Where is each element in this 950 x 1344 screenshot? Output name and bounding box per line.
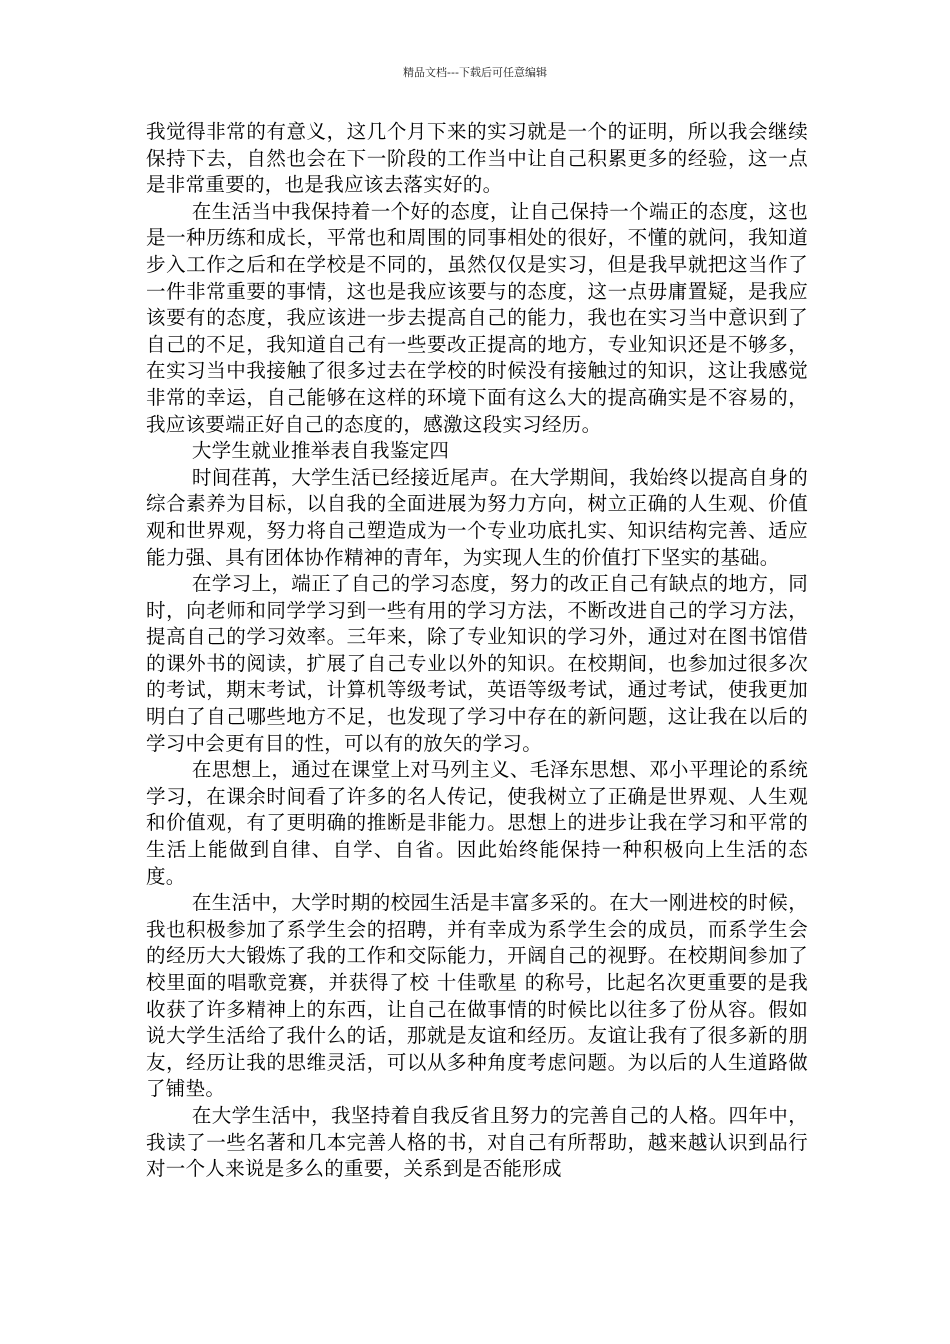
paragraph: 在思想上，通过在课堂上对马列主义、毛泽东思想、邓小平理论的系统学习，在课余时间看了许多的名人传记，使我树立了正确是世界观、人生观和价值观，有了更明确的推断是非能力。思想上的进步让我在学习和平常的生活上能做到自律、自学、自省。因此始终能保持一种积极向上生活的态度。 — [146, 758, 808, 888]
section-heading: 大学生就业推举表自我鉴定四 — [191, 439, 450, 463]
paragraph: 在生活中，大学时期的校园生活是丰富多采的。在大一刚进校的时候，我也积极参加了系学生会的招聘，并有幸成为系学生会的成员，而系学生会的经历大大锻炼了我的工作和交际能力，开阔自己的视野。在校期间参加了校里面的唱歌竞赛，并获得了校 十佳歌星 的称号，比起名次更重要的是我收获了许多精神上的东西，让自己在做事情的时候比以往多了份从容。假如说大学生活给了我什么的话，那就是友谊和经历。友谊让我有了很多新的朋友，经历让我的思维灵活，可以从多种角度考虑问题。为以后的人生道路做了铺垫。 — [146, 891, 808, 1101]
paragraph: 时间荏苒，大学生活已经接近尾声。在大学期间，我始终以提高自身的综合素养为目标，以自我的全面进展为努力方向，树立正确的人生观、价值观和世界观，努力将自己塑造成为一个专业功底扎实、知识结构完善、适应能力强、具有团体协作精神的青年，为实现人生的价值打下坚实的基础。 — [146, 465, 808, 569]
paragraph: 我觉得非常的有意义，这几个月下来的实习就是一个的证明，所以我会继续保持下去，自然也会在下一阶段的工作当中让自己积累更多的经验，这一点是非常重要的，也是我应该去落实好的。 — [146, 120, 808, 197]
page-header: 精品文档---下载后可任意编辑 — [403, 66, 547, 79]
document-body — [146, 119, 808, 1183]
paragraph: 在大学生活中，我坚持着自我反省且努力的完善自己的人格。四年中，我读了一些名著和几本完善人格的书，对自己有所帮助，越来越认识到品行对一个人来说是多么的重要，关系到是否能形成 — [146, 1103, 808, 1181]
paragraph: 在学习上，端正了自己的学习态度，努力的改正自己有缺点的地方，同时，向老师和同学学习到一些有用的学习方法，不断改进自己的学习方法，提高自己的学习效率。三年来，除了专业知识的学习外，通过对在图书馆借的课外书的阅读，扩展了自己专业以外的知识。在校期间，也参加过很多次的考试，期末考试，计算机等级考试，英语等级考试，通过考试，使我更加明白了自己哪些地方不足，也发现了学习中存在的新问题，这让我在以后的学习中会更有目的性，可以有的放矢的学习。 — [146, 572, 808, 755]
paragraph: 在生活当中我保持着一个好的态度，让自己保持一个端正的态度，这也是一种历练和成长，平常也和周围的同事相处的很好，不懂的就问，我知道步入工作之后和在学校是不同的，虽然仅仅是实习，但是我早就把这当作了一件非常重要的事情，这也是我应该要与的态度，这一点毋庸置疑，是我应该要有的态度，我应该进一步去提高自己的能力，我也在实习当中意识到了自己的不足，我知道自己有一些要改正提高的地方，专业知识还是不够多，在实习当中我接触了很多过去在学校的时候没有接触过的知识，这让我感觉非常的幸运，自己能够在这样的环境下面有这么大的提高确实是不容易的，我应该要端正好自己的态度的，感激这段实习经历。 — [146, 199, 808, 436]
